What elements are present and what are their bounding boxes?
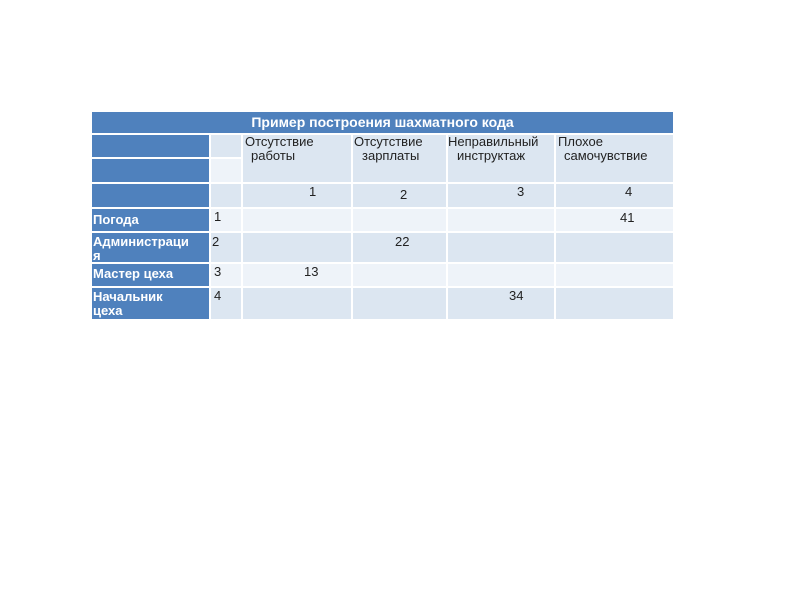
column-header-4 (555, 134, 674, 183)
row-number-4: 4 (210, 287, 242, 320)
column-number-4-text: 4 (625, 184, 633, 199)
row-label-3-text: Мастер цеха (93, 266, 174, 281)
row-label-2-line2: я (93, 248, 101, 263)
table-cell (242, 263, 352, 287)
column-number-4 (555, 183, 674, 208)
row-label-2-line1: Администраци (93, 234, 189, 249)
table-cell (352, 232, 447, 263)
cell-value: 22 (395, 234, 410, 249)
row-label-1 (91, 208, 210, 232)
header-num-cell-1 (210, 134, 242, 158)
header-num-cell-2 (210, 158, 242, 183)
column-header-2-line1: Отсутствие (354, 134, 423, 149)
column-header-1 (242, 134, 352, 183)
column-header-4-line1: Плохое (558, 134, 603, 149)
column-header-4-line2: самочувствие (564, 148, 648, 163)
column-header-1-line1: Отсутствие (245, 134, 314, 149)
column-header-2 (352, 134, 447, 183)
column-header-3 (447, 134, 555, 183)
chess-code-table (91, 111, 674, 320)
table-cell (352, 263, 447, 287)
header-corner-2 (91, 158, 210, 183)
row-label-4-line1: Начальник (93, 289, 163, 304)
row-label-4-line2: цеха (93, 303, 123, 318)
row-number-2: 2 (210, 232, 242, 263)
row-label-4 (91, 287, 210, 320)
table-title: Пример построения шахматного кода (91, 111, 674, 134)
header-num-cell-3 (210, 183, 242, 208)
column-number-3-text: 3 (517, 184, 525, 199)
row-number-1: 1 (210, 208, 242, 232)
table-cell (242, 232, 352, 263)
column-number-1 (242, 183, 352, 208)
column-number-3 (447, 183, 555, 208)
table-cell (352, 208, 447, 232)
row-label-1-text: Погода (93, 212, 139, 227)
column-number-2-text: 2 (400, 187, 408, 202)
column-header-1-line2: работы (251, 148, 296, 163)
cell-value: 13 (304, 264, 319, 279)
row-label-2 (91, 232, 210, 263)
header-corner-3 (91, 183, 210, 208)
cell-value: 34 (509, 288, 524, 303)
table-cell (447, 287, 555, 320)
table-cell (555, 263, 674, 287)
cell-value: 41 (620, 210, 635, 225)
row-label-3 (91, 263, 210, 287)
header-corner-1 (91, 134, 210, 158)
column-header-3-line2: инструктаж (457, 148, 526, 163)
table-cell (555, 232, 674, 263)
row-number-3: 3 (210, 263, 242, 287)
table-cell (555, 287, 674, 320)
column-header-2-line2: зарплаты (362, 148, 420, 163)
table-cell (447, 232, 555, 263)
table-cell (352, 287, 447, 320)
table-cell (242, 208, 352, 232)
column-number-1-text: 1 (309, 184, 317, 199)
table-cell (555, 208, 674, 232)
column-number-2 (352, 183, 447, 208)
table-cell (242, 287, 352, 320)
table-cell (447, 263, 555, 287)
table-cell (447, 208, 555, 232)
column-header-3-line1: Неправильный (448, 134, 539, 149)
